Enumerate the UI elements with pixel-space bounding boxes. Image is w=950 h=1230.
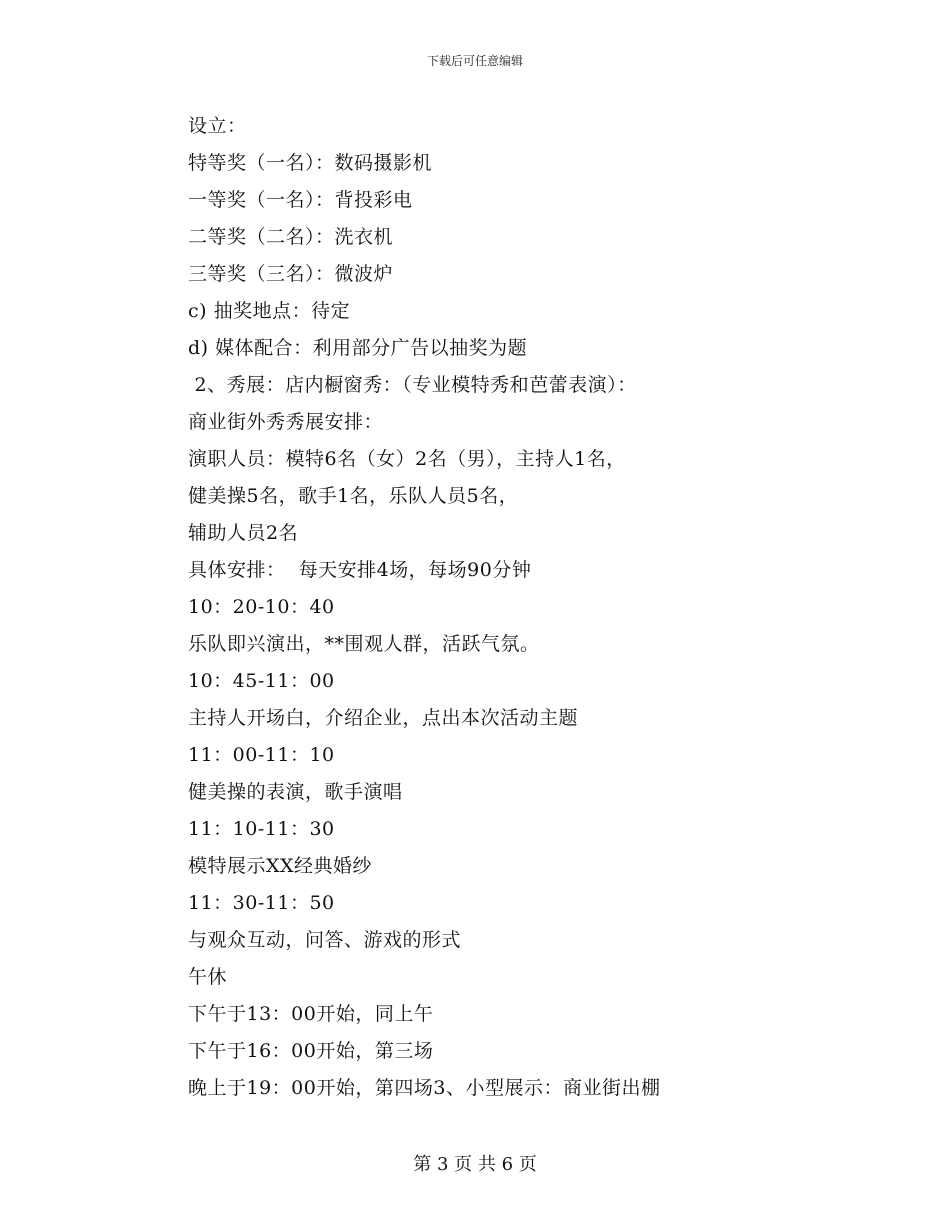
text-line: 具体安排： 每天安排4场，每场90分钟 [188,559,532,581]
document-body [188,111,828,1110]
text-line: 模特展示XX经典婚纱 [188,855,373,877]
text-line: 11：10-11：30 [188,818,335,840]
text-line: 午休 [188,966,228,988]
text-line: 11：00-11：10 [188,744,335,766]
text-line: 与观众互动，问答、游戏的形式 [188,929,462,951]
text-line: 商业街外秀秀展安排： [188,411,384,433]
text-line: c) 抽奖地点：待定 [188,300,351,322]
text-line: 健美操5名，歌手1名，乐队人员5名， [188,485,519,507]
text-line: 一等奖（一名）：背投彩电 [188,189,413,211]
text-line: d) 媒体配合：利用部分广告以抽奖为题 [188,337,528,359]
text-line: 11：30-11：50 [188,892,335,914]
text-line: 三等奖（三名）：微波炉 [188,263,394,285]
text-line: 健美操的表演，歌手演唱 [188,781,403,803]
text-line: 10：20-10：40 [188,596,335,618]
text-line: 下午于16：00开始，第三场 [188,1040,434,1062]
text-line: 主持人开场白，介绍企业，点出本次活动主题 [188,707,579,729]
page-header: 下载后可任意编辑 [426,54,523,68]
text-line: 2、秀展：店内橱窗秀：（专业模特秀和芭蕾表演）： [188,374,637,396]
page-footer: 第 3 页 共 6 页 [413,1154,537,1175]
text-line: 乐队即兴演出，**围观人群，活跃气氛。 [188,633,540,655]
text-line: 下午于13：00开始，同上午 [188,1003,434,1025]
text-line: 10：45-11：00 [188,670,335,692]
text-line: 特等奖（一名）：数码摄影机 [188,152,433,174]
text-line: 二等奖（二名）：洗衣机 [188,226,394,248]
text-line: 设立： [188,115,247,137]
text-line: 晚上于19：00开始，第四场3、小型展示：商业街出棚 [188,1077,661,1099]
text-line: 演职人员：模特6名（女）2名（男），主持人1名， [188,448,626,470]
text-line: 辅助人员2名 [188,522,299,544]
